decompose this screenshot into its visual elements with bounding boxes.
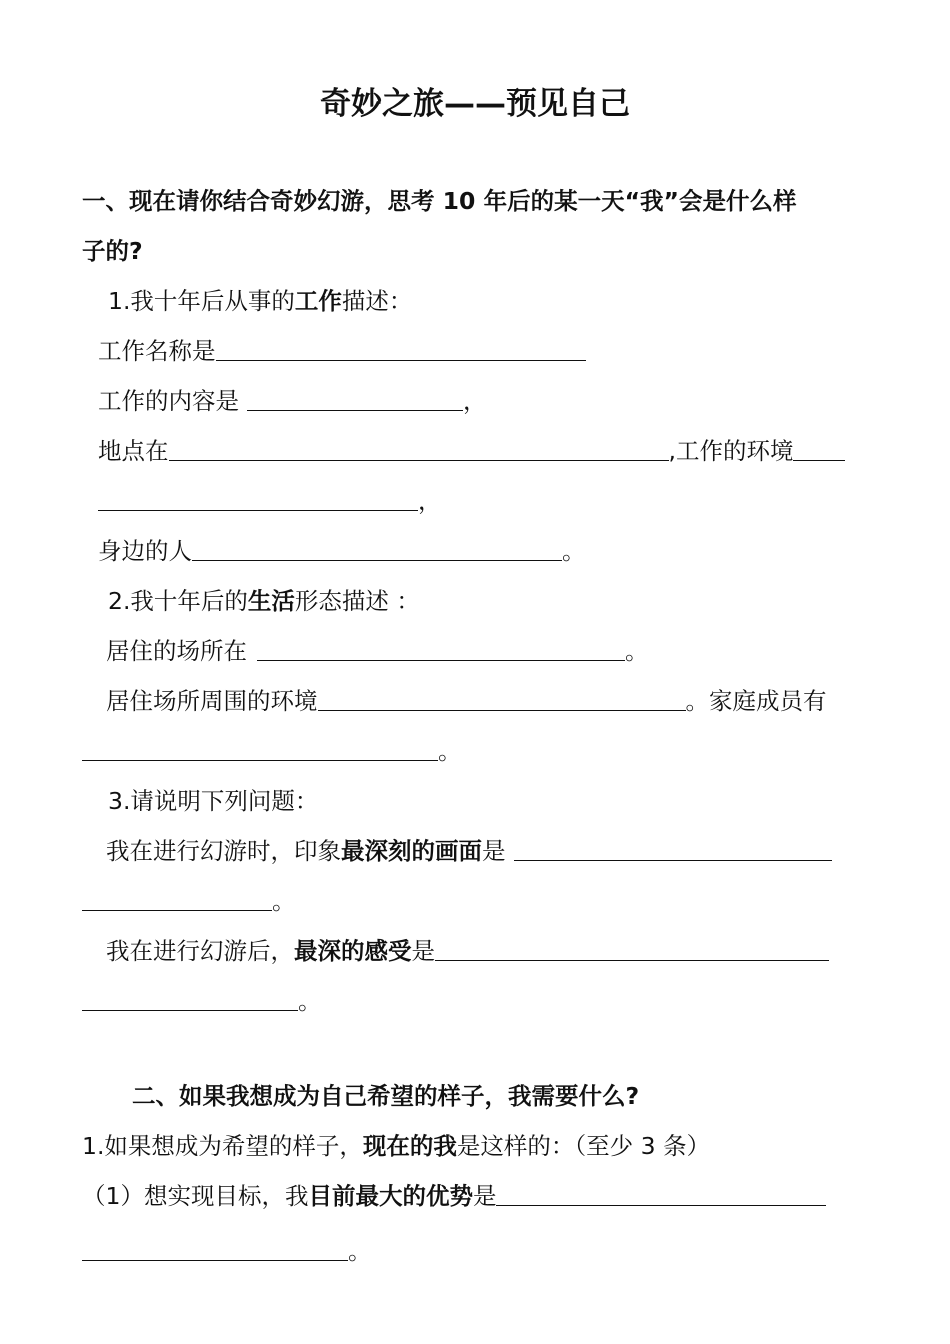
job-name-blank[interactable] — [216, 338, 586, 361]
q1-label — [108, 286, 412, 316]
item1-post: 是这样的：（至少 3 条） — [456, 1132, 711, 1160]
section2-heading: 二、如果我想成为自己希望的样子，我需要什么? — [132, 1082, 640, 1110]
job-content-comma: ， — [463, 387, 487, 415]
section2-item1 — [82, 1131, 710, 1161]
feeling-period: 。 — [298, 987, 322, 1015]
feeling-row — [106, 936, 829, 966]
advantage-blank-a[interactable] — [496, 1183, 826, 1206]
q2-num: 2.我十年后的 — [108, 587, 248, 615]
residence-label: 居住的场所在 — [106, 637, 247, 665]
q1-rest: 描述： — [341, 287, 413, 315]
environment-comma: ， — [418, 487, 442, 515]
impression-blank-a[interactable] — [514, 838, 832, 861]
item1-bold: 现在的我 — [362, 1132, 457, 1160]
surroundings-label: 居住场所周围的环境 — [106, 687, 318, 715]
people-label: 身边的人 — [98, 537, 192, 565]
location-label: 地点在 — [98, 437, 169, 465]
q1-num: 1.我十年后从事的 — [108, 287, 295, 315]
impression-bold: 最深刻的画面 — [341, 837, 482, 865]
environment-cont-row — [98, 486, 442, 516]
job-content-row — [98, 386, 487, 416]
people-row — [98, 536, 586, 566]
q2-label — [108, 586, 420, 616]
surroundings-row — [106, 686, 827, 716]
impression-blank-b[interactable] — [82, 888, 272, 911]
section1-heading-line2: 子的? — [82, 237, 143, 265]
feeling-blank-a[interactable] — [435, 938, 829, 961]
impression-period: 。 — [272, 887, 296, 915]
advantage-period: 。 — [348, 1237, 372, 1265]
job-content-blank[interactable] — [247, 388, 463, 411]
advantage-blank-b[interactable] — [82, 1238, 348, 1261]
sub1-pre: （1）想实现目标，我 — [82, 1182, 309, 1210]
surroundings-blank[interactable] — [318, 688, 686, 711]
q2-rest: 形态描述 ： — [294, 587, 420, 615]
advantage-cont-row — [82, 1236, 372, 1266]
people-period: 。 — [562, 537, 586, 565]
feeling-bold: 最深的感受 — [294, 937, 412, 965]
impression-post: 是 — [482, 837, 506, 865]
sub1-bold: 目前最大的优势 — [308, 1182, 473, 1210]
environment-label: ,工作的环境 — [668, 437, 794, 465]
residence-row — [106, 636, 649, 666]
impression-row — [106, 836, 832, 866]
q3-label: 3.请说明下列问题： — [108, 787, 319, 815]
environment-blank-b[interactable] — [98, 488, 418, 511]
family-blank[interactable] — [82, 738, 438, 761]
job-name-row — [98, 336, 586, 366]
feeling-pre: 我在进行幻游后， — [106, 937, 294, 965]
environment-blank-a[interactable] — [793, 438, 845, 461]
job-content-label: 工作的内容是 — [98, 387, 239, 415]
people-blank[interactable] — [192, 538, 562, 561]
family-row — [82, 736, 462, 766]
q1-bold: 工作 — [294, 287, 342, 315]
advantage-row — [82, 1181, 826, 1211]
location-blank[interactable] — [169, 438, 669, 461]
item1-pre: 1.如果想成为希望的样子， — [82, 1132, 363, 1160]
feeling-cont-row — [82, 986, 322, 1016]
section1-heading-line1: 一、现在请你结合奇妙幻游，思考 10 年后的某一天“我”会是什么样 — [82, 187, 797, 215]
impression-cont-row — [82, 886, 296, 916]
location-row — [98, 436, 845, 466]
job-name-label: 工作名称是 — [98, 337, 216, 365]
impression-pre: 我在进行幻游时，印象 — [106, 837, 341, 865]
feeling-post: 是 — [411, 937, 435, 965]
feeling-blank-b[interactable] — [82, 988, 298, 1011]
family-label: 。家庭成员有 — [685, 687, 827, 715]
residence-period: 。 — [625, 637, 649, 665]
sub1-post: 是 — [472, 1182, 497, 1210]
residence-blank[interactable] — [257, 638, 625, 661]
family-period: 。 — [438, 737, 462, 765]
page-title: 奇妙之旅——预见自己 — [320, 86, 630, 122]
q2-bold: 生活 — [247, 587, 295, 615]
